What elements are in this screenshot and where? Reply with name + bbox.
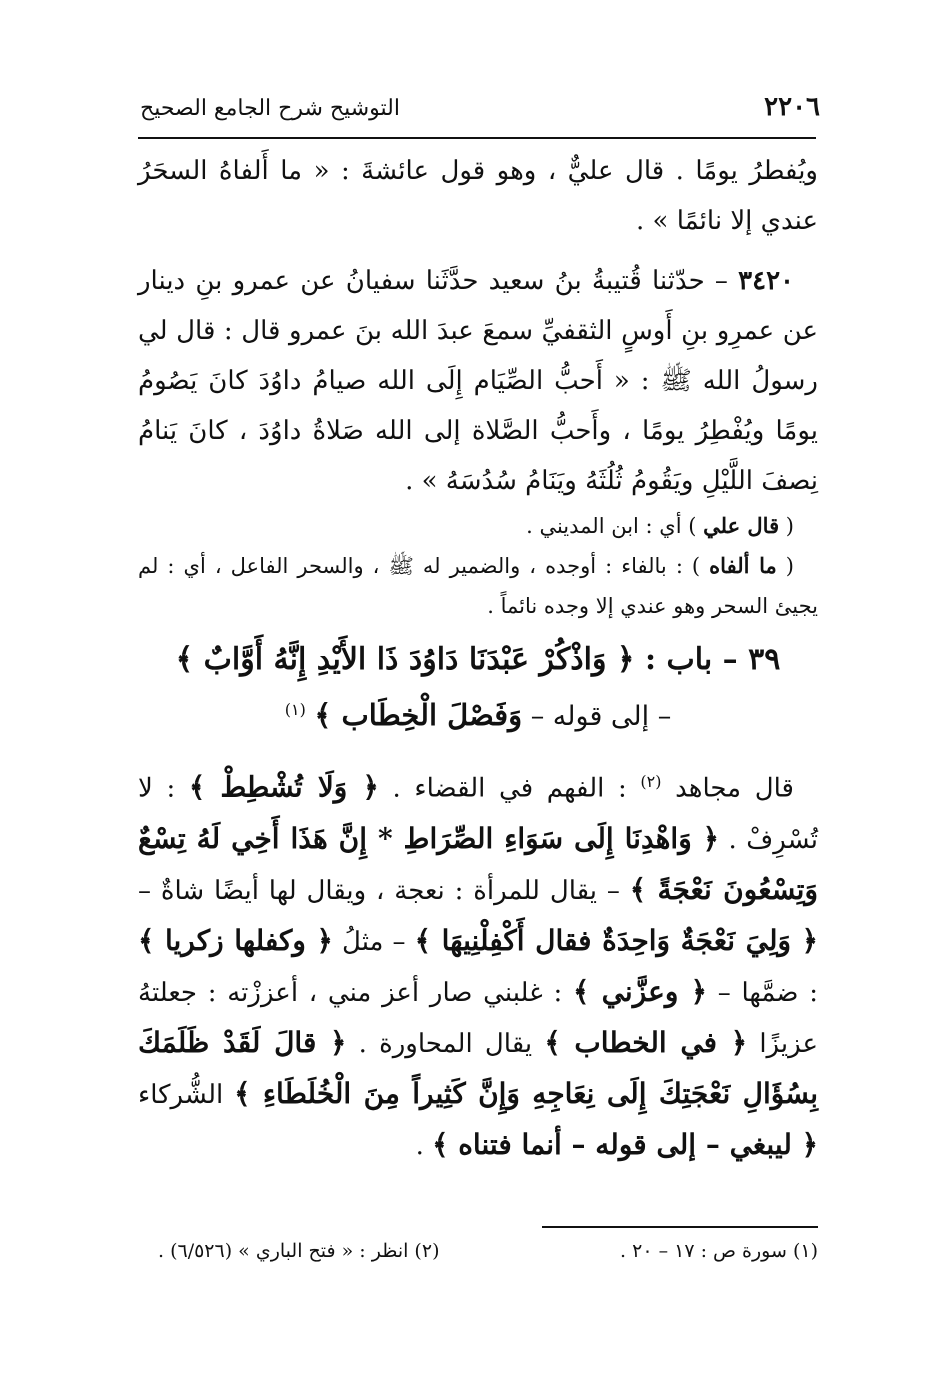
commentary-2-term: ما ألفاه [709, 553, 777, 578]
tafsir-text-2: : الفهم في القضاء . [378, 773, 641, 804]
chapter-number-label: ٣٩ – باب : [634, 642, 781, 677]
commentary-paragraph-1 [138, 506, 818, 546]
tafsir-text-4: – يقال للمرأة : نعجة ، ويقال لها أيضًا شاةٌ – [138, 875, 630, 906]
footnote-ref-2: (٢) [640, 772, 662, 791]
quran-quote-8: ﴿ ليبغي – إلى قوله – أنما فتناه ﴾ [432, 1127, 818, 1161]
quran-quote-2: ﴿ وَاهْدِنَا إِلَى سَوَاءِ الصِّرَاطِ * إِنَّ هَذَا أَخِي لَهُ تِسْعٌ وَتِسْعُونَ نَعْجَةً ﴾ [138, 821, 818, 906]
footnotes [138, 1240, 818, 1280]
tafsir-text-5: – مثلُ [332, 926, 415, 957]
tafsir-text-10: . [415, 1130, 433, 1161]
page-header [140, 92, 820, 132]
chapter-heading-line-2 [138, 686, 818, 741]
commentary-paragraph-2 [138, 546, 818, 626]
tafsir-text-3: : لا تُسْرِفْ . [138, 773, 818, 855]
footnote-2: (٢) انظر : « فتح الباري » (٦/٥٢٦) . [158, 1240, 440, 1262]
footnote-ref-1: (١) [284, 700, 306, 719]
commentary-1-open: ( [779, 514, 794, 538]
commentary-2-rest: ) : بالفاء : أوجده ، والضمير له ﷺ ، والسحر الفاعل ، أي : لم يجيئ السحر وهو عندي إلا وجده نائماً . [138, 554, 818, 618]
tafsir-text-1: قال مجاهد [661, 773, 794, 804]
hadith-number: ٣٤٢٠ [738, 266, 794, 296]
footnote-1: (١) سورة ص : ١٧ – ٢٠ . [620, 1240, 818, 1262]
tafsir-text-6: : ضمَّها – [707, 977, 818, 1008]
quran-quote-4: ﴿ وكفلها زكريا ﴾ [138, 923, 333, 957]
page-body [138, 146, 818, 1171]
continuation-paragraph: ويُفطرُ يومًا . قال عليٌّ ، وهو قول عائشةَ : « ما أَلفاهُ السحَرُ عندي إلا نائمًا » . [138, 156, 818, 236]
tafsir-text-8: يقال المحاورة . [346, 1028, 545, 1059]
running-title: التوشيح شرح الجامع الصحيح [140, 96, 400, 121]
quran-quote-5: ﴿ وعزَّني ﴾ [572, 974, 708, 1008]
commentary-1-term: قال علي [703, 513, 780, 538]
quran-quote-1: ﴿ وَلَا تُشْطِطْ ﴾ [188, 770, 379, 804]
chapter-verse-1: ﴿ وَاذْكُرْ عَبْدَنَا دَاوُدَ ذَا الأَيْدِ إِنَّهُ أَوَّابٌ ﴾ [175, 642, 635, 677]
chapter-line2-prefix: – إلى قوله – [522, 701, 672, 732]
footnote-rule [542, 1226, 818, 1228]
quran-quote-6: ﴿ في الخطاب ﴾ [544, 1025, 748, 1059]
chapter-heading [138, 634, 818, 741]
quran-quote-3: ﴿ وَلِيَ نَعْجَةٌ وَاحِدَةٌ فقال أَكْفِلْنِيهَا ﴾ [414, 923, 818, 957]
commentary-1-rest: ) أي : ابن المديني . [526, 514, 704, 538]
hadith-paragraph [138, 256, 818, 506]
tafsir-paragraph [138, 757, 818, 1171]
tafsir-text-7: : غلبني صار أعز مني ، أعززْته : جعلتهُ عزيزًا [138, 977, 819, 1059]
hadith-dash: – [704, 266, 739, 296]
tafsir-text-9: الشُّركاء [138, 1079, 235, 1110]
chapter-verse-2: وَفَصْلَ الْخِطَاب ﴾ [314, 698, 523, 732]
commentary-2-open: ( [776, 554, 794, 578]
quran-quote-7: ﴿ قالَ لَقَدْ ظَلَمَكَ بِسُؤَالِ نَعْجَتِكَ إِلَى نِعَاجِهِ وَإِنَّ كَثِيراً مِنَ الْخُلَطَاءِ ﴾ [138, 1025, 818, 1110]
page-number: ٢٢٠٦ [764, 92, 820, 122]
chapter-heading-line-1 [138, 634, 818, 686]
header-rule [138, 137, 816, 139]
hadith-text: حدّثنا قُتيبةُ بنُ سعيد حدَّثَنا سفيانُ عن عمرو بنِ دينار عن عمرِو بنِ أَوسٍ الثقفيِّ سمعَ عبدَ الله بنَ عمرو قال : قال لي رسولُ الله ﷺ : « أَحبُّ الصِّيَام إِلَى الله صيامُ داوُدَ كانَ يَصُومُ يومًا ويُفْطِرُ يومًا ، وأَحبُّ الصَّلاة إلى الله صَلاةُ داوُدَ ، كانَ يَنامُ نِصفَ اللَّيْلِ ويَقُومُ ثُلُثَهُ ويَنَامُ سُدُسَهُ » . [138, 266, 818, 496]
